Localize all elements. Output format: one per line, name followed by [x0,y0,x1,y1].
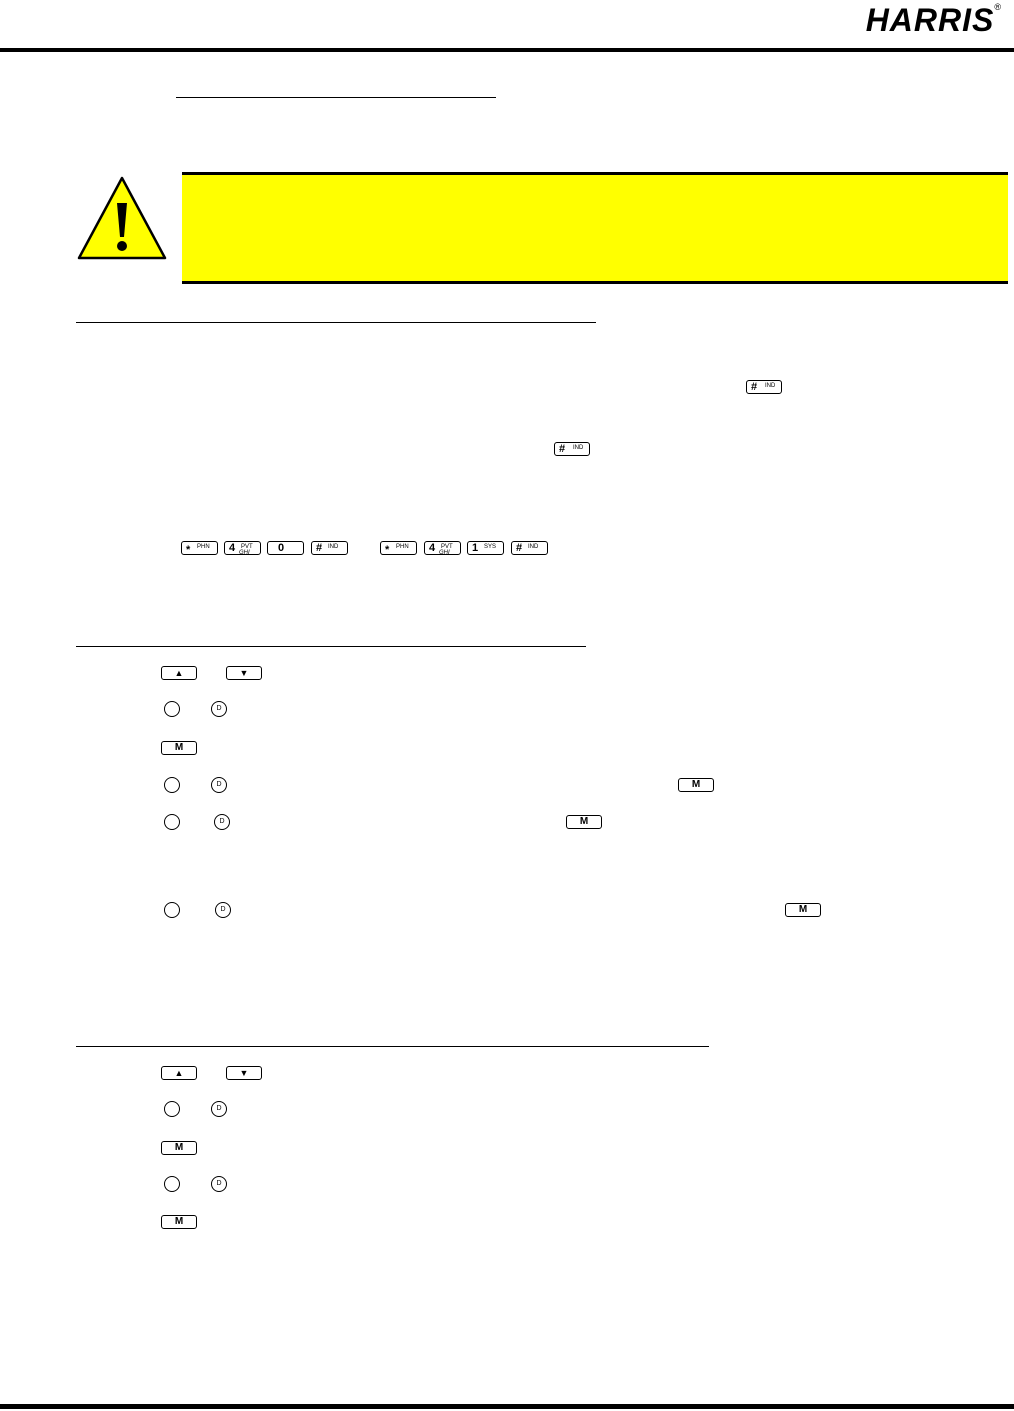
section-heading-underline [76,322,596,323]
knob-icon [164,777,180,793]
footer-rule [0,1404,1014,1409]
warning-box [182,172,1008,284]
section-heading-underline [176,97,496,98]
menu-key: M [678,778,714,792]
knob-icon [164,1176,180,1192]
menu-key: M [161,1141,197,1155]
knob-icon [164,701,180,717]
harris-logo [866,2,1002,39]
menu-key: M [785,903,821,917]
menu-key: M [161,741,197,755]
knob-icon [164,814,180,830]
hash-ind-key: # IND [511,541,548,555]
registered-mark: ® [994,2,1002,12]
section-heading-underline [76,1046,709,1047]
one-sys-key: 1 SYS [467,541,504,555]
knob-d-icon: D [211,777,227,793]
knob-d-icon: D [215,902,231,918]
down-arrow-key: ▼ [226,1066,262,1080]
knob-icon [164,1101,180,1117]
star-phn-key: * PHN [380,541,417,555]
four-pvt-key: 4 PVT GHI [224,541,261,555]
up-arrow-key: ▲ [161,1066,197,1080]
knob-d-icon: D [211,701,227,717]
four-pvt-key: 4 PVT GHI [424,541,461,555]
knob-icon [164,902,180,918]
down-arrow-key: ▼ [226,666,262,680]
warning-triangle-icon [76,175,168,261]
zero-key: 0 [267,541,304,555]
knob-d-icon: D [211,1176,227,1192]
menu-key: M [161,1215,197,1229]
logo-text: HARRIS [865,2,995,38]
header-rule [0,48,1014,52]
knob-d-icon: D [211,1101,227,1117]
hash-ind-key: # IND [311,541,348,555]
up-arrow-key: ▲ [161,666,197,680]
star-phn-key: * PHN [181,541,218,555]
hash-ind-key: # IND [554,442,590,456]
menu-key: M [566,815,602,829]
knob-d-icon: D [214,814,230,830]
section-heading-underline [76,646,586,647]
hash-ind-key: # IND [746,380,782,394]
